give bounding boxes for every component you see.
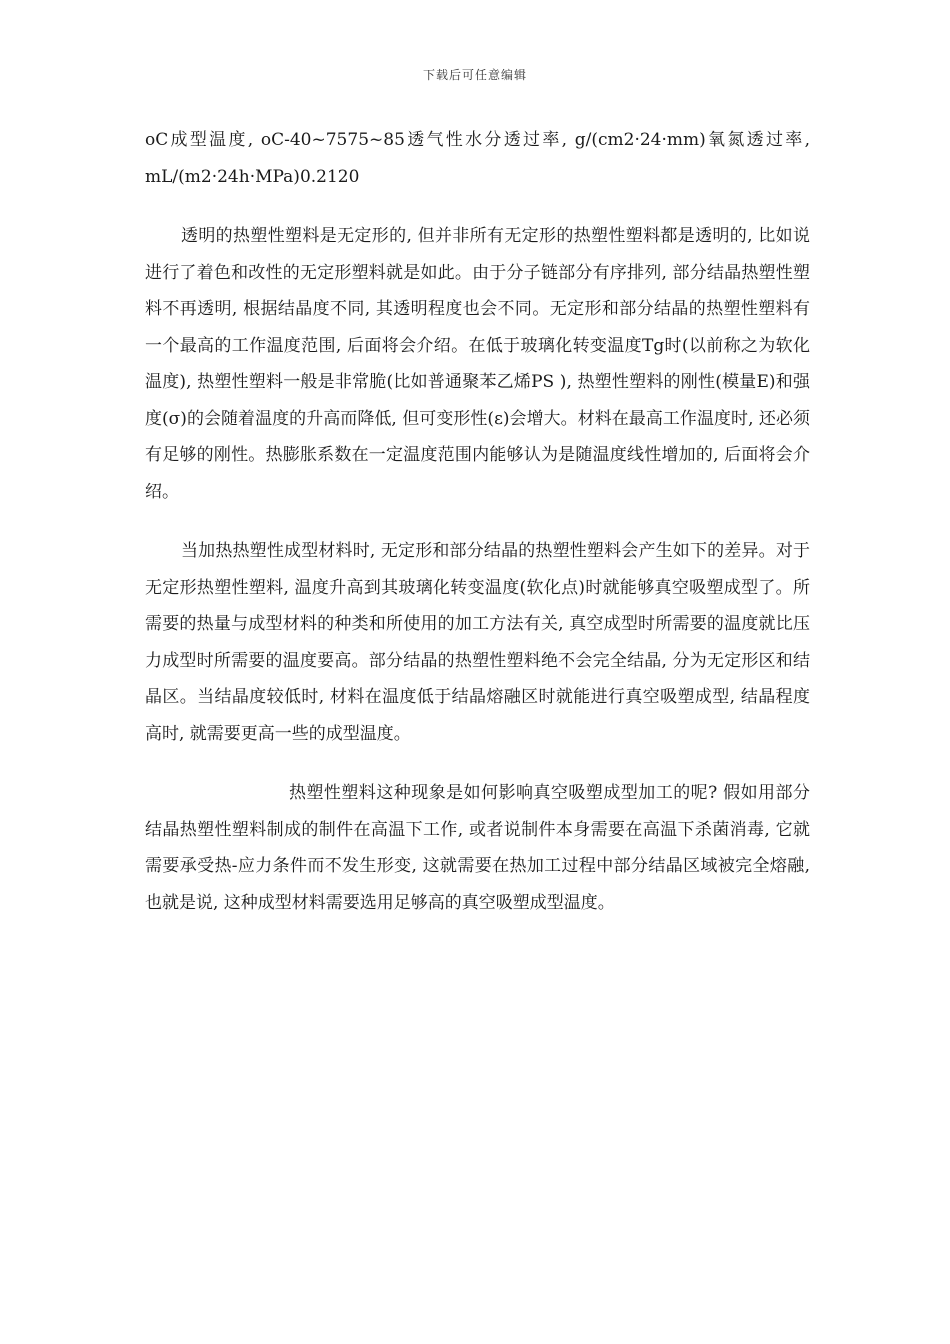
paragraph-properties: oC成型温度, oC-40~7575~85透气性水分透过率, g/(cm2·24·mm)氧氮透过率, mL/(m2·24h·MPa)0.2120	[145, 130, 810, 187]
page-header: 下载后可任意编辑	[422, 68, 527, 82]
paragraph-heating: 当加热热塑性成型材料时, 无定形和部分结晶的热塑性塑料会产生如下的差异。对于无定形热塑性塑料, 温度升高到其玻璃化转变温度(软化点)时就能够真空吸塑成型了。所需要的热量与成型材料的种类和所使用的加工方法有关, 真空成型时所需要的温度就比压力成型时所需要的温度要高。部分结晶的热塑性塑料绝不会完全结晶, 分为无定形区和结晶区。当结晶度较低时, 材料在温度低于结晶熔融区时就能进行真空吸塑成型, 结晶程度高时, 就需要更高一些的成型温度。	[145, 541, 810, 744]
document-body	[145, 122, 810, 921]
paragraph-transparency: 透明的热塑性塑料是无定形的, 但并非所有无定形的热塑性塑料都是透明的, 比如说进行了着色和改性的无定形塑料就是如此。由于分子链部分有序排列, 部分结晶热塑性塑料不再透明, 根据结晶度不同, 其透明程度也会不同。无定形和部分结晶的热塑性塑料有一个最高的工作温度范围, 后面将会介绍。在低于玻璃化转变温度Tg时(以前称之为软化温度), 热塑性塑料一般是非常脆(比如普通聚苯乙烯PS ), 热塑性塑料的刚性(模量E)和强度(σ)的会随着温度的升高而降低, 但可变形性(ε)会增大。材料在最高工作温度时, 还必须有足够的刚性。热膨胀系数在一定温度范围内能够认为是随温度线性增加的, 后面将会介绍。	[145, 226, 810, 502]
paragraph-effect: 热塑性塑料这种现象是如何影响真空吸塑成型加工的呢? 假如用部分结晶热塑性塑料制成的制件在高温下工作, 或者说制件本身需要在高温下杀菌消毒, 它就需要承受热-应力条件而不发生形变, 这就需要在热加工过程中部分结晶区域被完全熔融, 也就是说, 这种成型材料需要选用足够高的真空吸塑成型温度。	[145, 783, 810, 913]
